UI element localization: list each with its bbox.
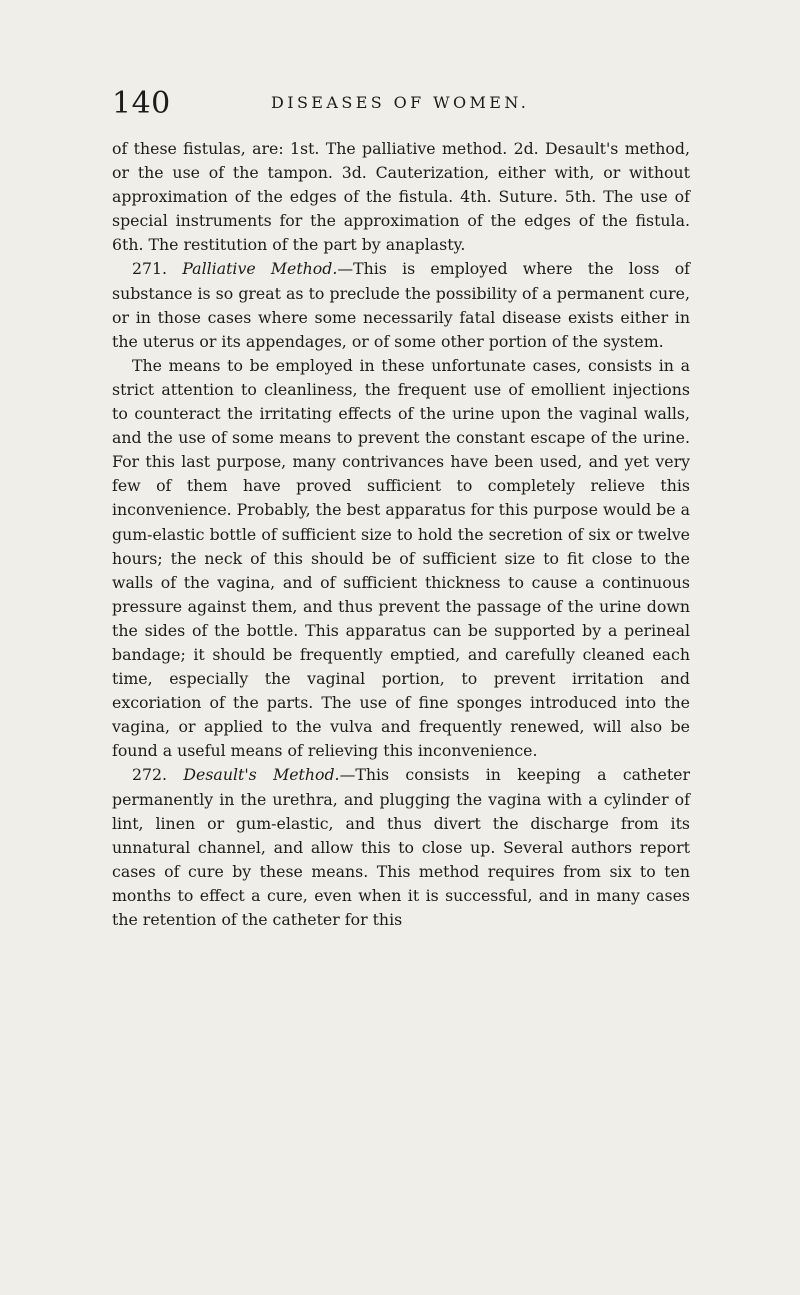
paragraph-method-list xyxy=(112,137,690,257)
paragraph-text: —This consists in keeping a catheter permanently in the urethra, and plugging the vagina with a cylinder of lint, linen or gum-elastic, and thus divert the discharge from its unnatural channel, and allow this to close up. Several authors report cases of cure by these means. This method requires from six to ten months to effect a cure, even when it is successful, and in many cases the retention of the catheter for this xyxy=(112,765,691,929)
paragraph-text: —This is employed where the loss of substance is so great as to preclude the possibility of a permanent cure, or in those cases where some necessarily fatal disease exists either in the uterus or its appendages, or of some other portion of the system. xyxy=(112,259,691,351)
section-number: 272. xyxy=(132,765,168,785)
page-number: 140 xyxy=(112,86,171,121)
running-title: DISEASES OF WOMEN. xyxy=(271,93,530,112)
paragraph-desault-method xyxy=(112,763,690,932)
section-heading: Palliative Method. xyxy=(182,259,338,279)
section-heading: Desault's Method. xyxy=(183,765,340,785)
paragraph-text: The means to be employed in these unfortunate cases, consists in a strict attention to cleanliness, the frequent use of emollient injections to counteract the irritating effects of the urine upon the vaginal walls, and the use of some means to prevent the constant escape of the urine. For this last purpose, many contrivances have been used, and yet very few of them have proved sufficient to completely relieve this inconvenience. Probably, the best apparatus for this purpose would be a gum-elastic bottle of sufficient size to hold the secretion of six or twelve hours; the neck of this should be of sufficient size to fit close to the walls of the vagina, and of sufficient thickness to cause a continuous pressure against them, and thus prevent the passage of the urine down the sides of the bottle. This apparatus can be supported by a perineal bandage; it should be frequently emptied, and carefully cleaned each time, especially the vaginal portion, to prevent irritation and excoriation of the parts. The use of fine sponges introduced into the vagina, or applied to the vulva and frequently renewed, will also be found a useful means of relieving this inconvenience. xyxy=(112,355,690,761)
paragraph-palliative-method xyxy=(112,257,690,353)
paragraph-palliative-means xyxy=(112,354,690,764)
body-text xyxy=(112,137,690,932)
section-number: 271. xyxy=(132,259,168,279)
paragraph-text: of these fistulas, are: 1st. The palliative method. 2d. Desault's method, or the use of the tampon. 3d. Cauterization, either with, or without approximation of the edges of the fistula. 4th. Suture. 5th. The use of special instruments for the approximation of the edges of the fistula. 6th. The restitution of the part by anaplasty. xyxy=(112,139,690,255)
page-header xyxy=(0,84,800,124)
